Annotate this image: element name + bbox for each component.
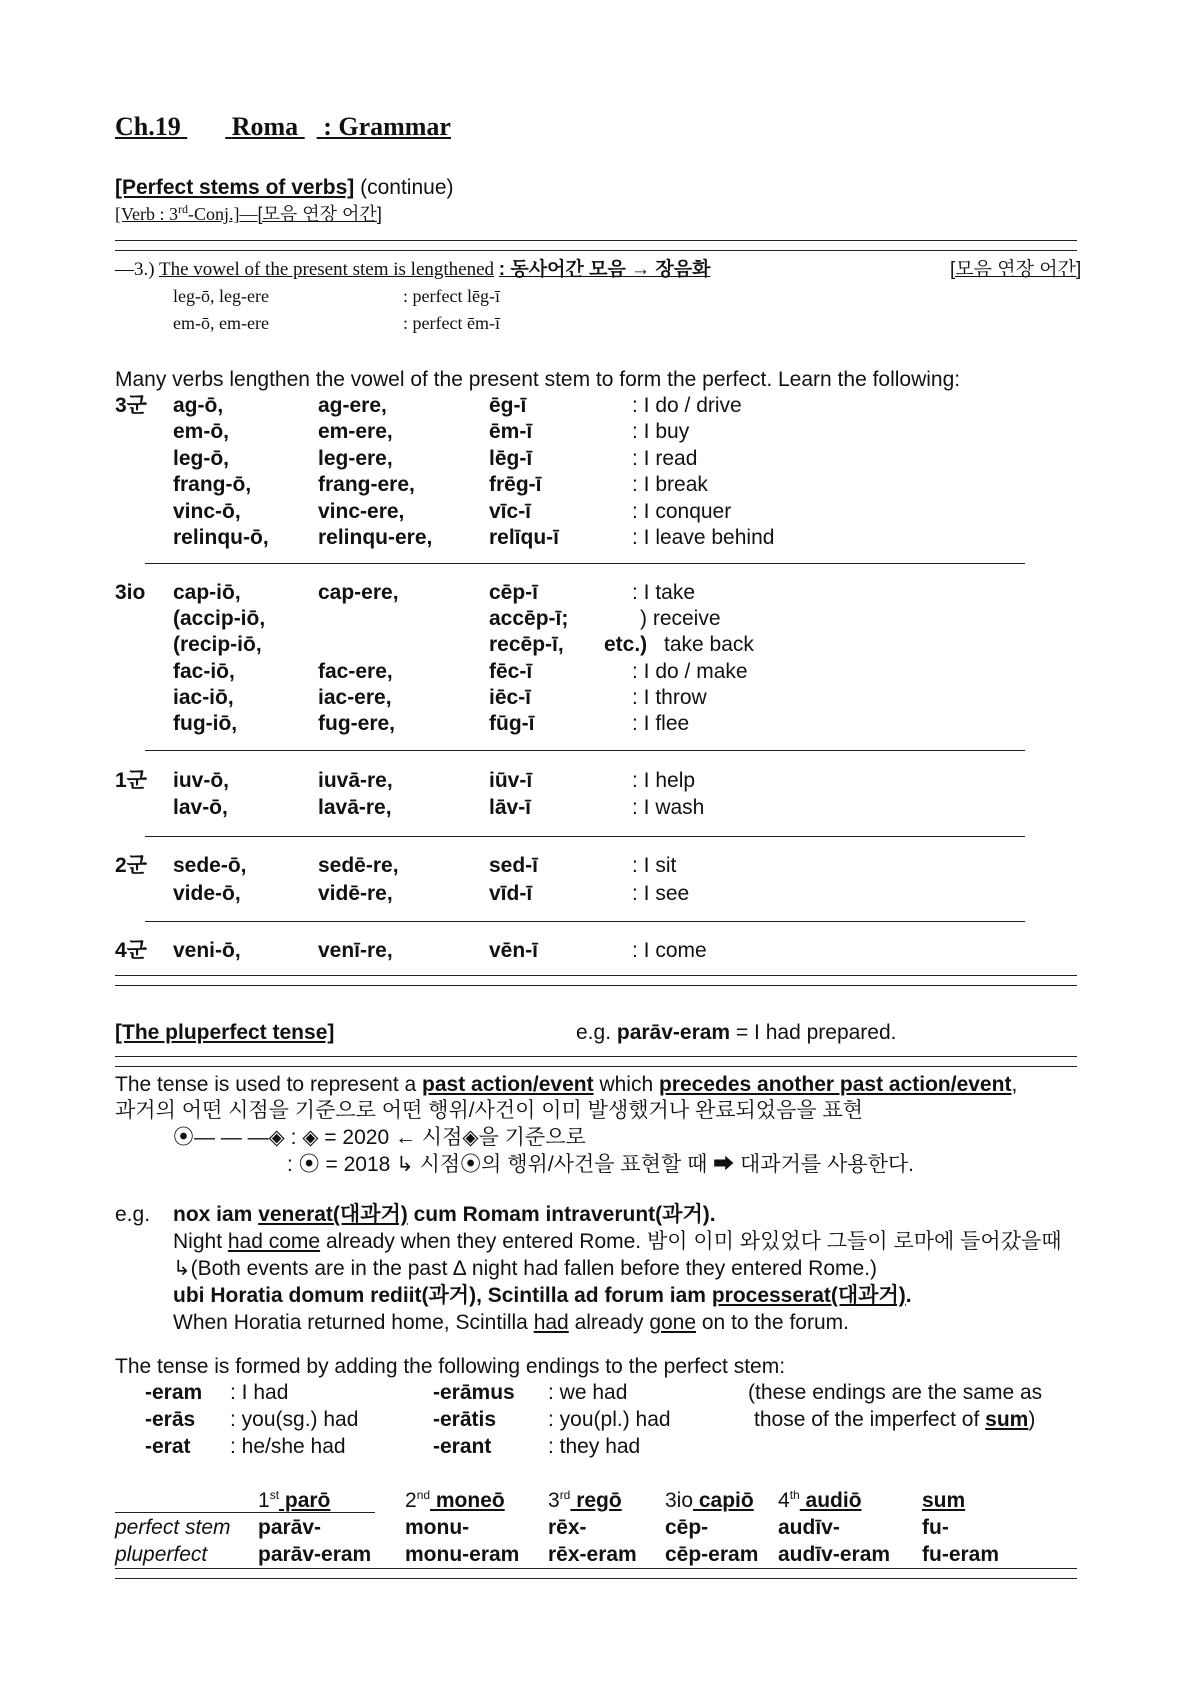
example-part: cum Romam intraverunt(과거). xyxy=(413,1203,716,1226)
rule-3-text: The vowel of the present stem is lengthened xyxy=(159,259,495,280)
table-cell: parāv-eram xyxy=(258,1543,372,1566)
verb-row xyxy=(0,632,1200,658)
table-header-cell: 3rd regō xyxy=(548,1488,622,1512)
verb-infinitive: venī-re, xyxy=(318,939,393,962)
verb-infinitive: vidē-re, xyxy=(318,882,393,905)
verb-present: vide-ō, xyxy=(173,882,241,905)
timeline-line-1: ⦿— — —◈ : ◈ = 2020 ← 시점◈을 기준으로 xyxy=(173,1126,586,1149)
note-part: ) xyxy=(1028,1408,1036,1431)
divider xyxy=(115,1568,1077,1569)
verb-conj-rest: -Conj.] xyxy=(187,204,240,224)
examples-label: e.g. xyxy=(115,1203,151,1226)
title-chapter: Ch.19 xyxy=(115,112,181,141)
page-title xyxy=(115,112,451,142)
verb-row xyxy=(0,881,1200,907)
note-part: sum xyxy=(985,1408,1029,1431)
table-header-cell: 3io capiō xyxy=(665,1489,754,1512)
verb-present: vinc-ō, xyxy=(173,499,241,523)
divider xyxy=(145,750,1025,751)
verb-perfect: relīqu-ī xyxy=(489,526,560,549)
table-header-row xyxy=(0,1488,1200,1514)
verb-row xyxy=(0,580,1200,606)
table-cell: parāv- xyxy=(258,1516,322,1539)
divider xyxy=(145,836,1025,837)
ending-meaning: : you(pl.) had xyxy=(548,1408,671,1431)
divider xyxy=(115,975,1077,976)
verb-infinitive: ag-ere, xyxy=(318,394,387,417)
ending-form: -erant xyxy=(433,1435,492,1458)
rule-3-line xyxy=(115,258,710,282)
verb-present: (recip-iō, xyxy=(173,633,262,657)
verb-meaning: : I sit xyxy=(632,854,677,877)
verb-present: leg-ō, xyxy=(173,446,229,470)
verb-meaning: : I leave behind xyxy=(632,526,775,549)
verb-perfect: ēm-ī xyxy=(489,420,533,444)
verb-row xyxy=(0,938,1200,964)
pluperfect-example-form: parāv-eram xyxy=(616,1021,731,1044)
verb-row xyxy=(0,685,1200,711)
verb-present: iac-iō, xyxy=(173,685,234,709)
verb-perfect: frēg-ī xyxy=(489,473,542,497)
verb-conj-korean: [모음 연장 어간] xyxy=(257,204,382,224)
ending-form: -erāmus xyxy=(433,1381,515,1404)
ending-row xyxy=(0,1434,1200,1460)
table-row-label: perfect stem xyxy=(115,1516,231,1539)
verb-meaning: : I conquer xyxy=(632,499,732,523)
verb-row xyxy=(0,472,1200,498)
rule-3-number: —3.) xyxy=(115,259,155,280)
verb-conj-dash: — xyxy=(239,204,258,224)
ending-meaning: : I had xyxy=(230,1381,289,1404)
verb-perfect: lāv-ī xyxy=(489,796,532,819)
divider xyxy=(115,1056,1077,1057)
verb-row xyxy=(0,419,1200,445)
verb-meaning: : I come xyxy=(632,939,707,962)
table-cell: cēp- xyxy=(665,1516,709,1539)
divider xyxy=(115,240,1077,241)
verb-meaning: : I throw xyxy=(632,685,707,709)
table-header-cell: 4th audiō xyxy=(778,1488,862,1512)
verb-perfect: sed-ī xyxy=(489,854,539,877)
verb-perfect: recēp-ī, xyxy=(489,633,564,657)
example-part: processerat(대과거) xyxy=(711,1284,906,1307)
divider xyxy=(115,1578,1077,1579)
pluperfect-description-ko: 과거의 어떤 시점을 기준으로 어떤 행위/사건이 이미 발생했거나 완료되었음을 표현 xyxy=(115,1099,864,1122)
verb-present: fac-iō, xyxy=(173,659,235,683)
rule-3-example-1-right: : perfect lēg-ī xyxy=(403,286,500,306)
verb-infinitive: iuvā-re, xyxy=(318,769,393,792)
example-1-latin xyxy=(173,1202,716,1228)
endings-note-1: (these endings are the same as xyxy=(748,1381,1043,1404)
table-row-label: pluperfect xyxy=(115,1543,208,1566)
verb-present: lav-ō, xyxy=(173,796,228,819)
example-part: on to the forum. xyxy=(701,1311,849,1334)
desc-part: The tense is used to represent a xyxy=(115,1073,417,1096)
verb-meaning: : I take xyxy=(632,581,696,604)
table-row xyxy=(0,1515,1200,1541)
table-cell: fu-eram xyxy=(922,1543,1000,1566)
verb-present: em-ō, xyxy=(173,420,230,444)
verb-meaning: take back xyxy=(664,633,754,657)
example-part: Night xyxy=(173,1230,223,1253)
perfect-stems-suffix: (continue) xyxy=(360,176,454,199)
table-cell: rēx-eram xyxy=(548,1543,637,1566)
verb-perfect: ēg-ī xyxy=(489,394,527,417)
pluperfect-example-prefix: e.g. xyxy=(576,1021,612,1044)
table-row xyxy=(0,1542,1200,1568)
etc-label: etc.) xyxy=(604,633,648,657)
verb-meaning: : I wash xyxy=(632,796,705,819)
verb-row xyxy=(0,499,1200,525)
verb-infinitive: em-ere, xyxy=(318,420,393,444)
example-2-latin xyxy=(173,1283,912,1309)
verb-present: ag-ō, xyxy=(173,394,224,417)
rule-3-example-2-left: em-ō, em-ere xyxy=(173,313,269,333)
conjugation-group-label: 3군 xyxy=(115,394,147,417)
example-part: had xyxy=(533,1311,569,1334)
desc-part: past action/event xyxy=(422,1073,594,1096)
ending-form: -erātis xyxy=(433,1408,497,1431)
example-part: ubi Horatia domum rediit(과거), Scintilla ad forum iam xyxy=(173,1284,706,1307)
verb-conj-sup: rd xyxy=(177,202,188,216)
example-part: nox iam xyxy=(173,1203,253,1226)
pluperfect-example xyxy=(576,1020,897,1046)
table-cell: cēp-eram xyxy=(665,1543,759,1566)
verb-infinitive: relinqu-ere, xyxy=(318,526,433,549)
perfect-stems-heading xyxy=(115,175,454,201)
note-part: those of the imperfect of xyxy=(754,1408,980,1431)
verb-row xyxy=(0,795,1200,821)
verb-row xyxy=(0,768,1200,794)
intro-text: Many verbs lengthen the vowel of the present stem to form the perfect. Learn the following: xyxy=(115,368,961,391)
example-part: When Horatia returned home, Scintilla xyxy=(173,1311,528,1334)
conjugation-group-label: 1군 xyxy=(115,769,147,792)
pluperfect-example-meaning: = I had prepared. xyxy=(735,1021,897,1044)
verb-row xyxy=(0,446,1200,472)
table-cell: audīv-eram xyxy=(778,1543,891,1566)
verb-present: fug-iō, xyxy=(173,712,238,735)
ending-form: -erās xyxy=(145,1408,196,1431)
title-section: : Grammar xyxy=(323,112,451,141)
verb-present: veni-ō, xyxy=(173,939,241,962)
conjugation-group-label: 4군 xyxy=(115,939,147,962)
verb-meaning: : I buy xyxy=(632,420,690,444)
verb-perfect: vīd-ī xyxy=(489,882,533,905)
verb-row xyxy=(0,659,1200,685)
table-cell: rēx- xyxy=(548,1516,587,1539)
verb-present: frang-ō, xyxy=(173,473,252,497)
verb-row xyxy=(0,606,1200,632)
example-1-note: ↳(Both events are in the past ∆ night had fallen before they entered Rome.) xyxy=(173,1257,878,1280)
endings-note-2 xyxy=(754,1407,1035,1433)
verb-perfect: lēg-ī xyxy=(489,446,533,470)
verb-row xyxy=(0,711,1200,737)
desc-part: which xyxy=(599,1073,654,1096)
verb-infinitive: cap-ere, xyxy=(318,581,399,604)
verb-conj-text: [Verb : 3 xyxy=(115,204,178,224)
verb-perfect: cēp-ī xyxy=(489,581,539,604)
verb-perfect: iēc-ī xyxy=(489,685,532,709)
title-topic: Roma xyxy=(231,112,299,141)
example-part: venerat(대과거) xyxy=(258,1203,408,1226)
perfect-stems-label: [Perfect stems of verbs] xyxy=(115,176,355,199)
ending-form: -eram xyxy=(145,1381,203,1404)
verb-present: (accip-iō, xyxy=(173,607,266,631)
desc-part: , xyxy=(1011,1073,1018,1096)
verb-conj-heading xyxy=(115,203,382,225)
verb-meaning: : I see xyxy=(632,882,690,905)
table-cell: monu- xyxy=(405,1516,470,1539)
verb-meaning: : I read xyxy=(632,446,698,470)
table-header-cell: 2nd moneō xyxy=(405,1488,505,1512)
verb-present: cap-iō, xyxy=(173,581,241,604)
verb-meaning: : I flee xyxy=(632,712,690,735)
rule-3-example-1-left: leg-ō, leg-ere xyxy=(173,286,269,306)
verb-present: iuv-ō, xyxy=(173,769,229,792)
verb-infinitive: vinc-ere, xyxy=(318,499,405,523)
divider xyxy=(145,563,1025,564)
verb-meaning: : I help xyxy=(632,769,696,792)
table-cell: fu- xyxy=(922,1516,949,1539)
divider xyxy=(115,250,1077,251)
verb-row xyxy=(0,525,1200,551)
timeline-line-2: : ⦿ = 2018 ↳ 시점⦿의 행위/사건을 표현할 때 ➡ 대과거를 사용한다. xyxy=(287,1153,914,1176)
verb-row xyxy=(0,393,1200,419)
verb-infinitive: fac-ere, xyxy=(318,659,393,683)
example-part: . xyxy=(905,1284,912,1307)
verb-infinitive: sedē-re, xyxy=(318,854,399,877)
divider xyxy=(115,1512,375,1513)
rule-3-example-2-right: : perfect ēm-ī xyxy=(403,313,500,333)
verb-perfect: vēn-ī xyxy=(489,939,539,962)
example-part: had come xyxy=(227,1230,321,1253)
example-part: already when they entered Rome. 밤이 이미 와있었다 그들이 로마에 들어갔을때 xyxy=(325,1230,1062,1253)
verb-perfect: fēc-ī xyxy=(489,659,533,683)
verb-meaning: : I do / make xyxy=(632,659,748,683)
verb-infinitive: frang-ere, xyxy=(318,473,415,497)
rule-3-korean: : 동사어간 모음 → 장음화 xyxy=(498,259,711,280)
ending-meaning: : you(sg.) had xyxy=(230,1408,359,1431)
example-part: already xyxy=(574,1311,644,1334)
example-part: gone xyxy=(649,1311,697,1334)
verb-present: sede-ō, xyxy=(173,854,247,877)
verb-infinitive: iac-ere, xyxy=(318,685,392,709)
verb-infinitive: fug-ere, xyxy=(318,712,396,735)
rule-3-tag: [모음 연장 어간] xyxy=(950,259,1082,280)
table-cell: monu-eram xyxy=(405,1543,520,1566)
verb-infinitive: leg-ere, xyxy=(318,446,393,470)
verb-perfect: accēp-ī; xyxy=(489,607,569,631)
verb-present: relinqu-ō, xyxy=(173,526,269,549)
verb-meaning: ) receive xyxy=(640,607,721,631)
verb-infinitive: lavā-re, xyxy=(318,796,392,819)
ending-form: -erat xyxy=(145,1435,191,1458)
example-2-translation xyxy=(173,1310,849,1336)
table-cell: audīv- xyxy=(778,1516,840,1539)
divider xyxy=(115,985,1077,986)
verb-perfect: vīc-ī xyxy=(489,499,532,523)
table-header-cell: 1st parō xyxy=(258,1488,331,1512)
pluperfect-description-en xyxy=(115,1072,1017,1098)
divider xyxy=(115,1066,1077,1067)
divider xyxy=(145,921,1025,922)
desc-part: precedes another past action/event xyxy=(658,1073,1012,1096)
formation-text: The tense is formed by adding the following endings to the perfect stem: xyxy=(115,1355,786,1378)
verb-row xyxy=(0,853,1200,879)
verb-perfect: iūv-ī xyxy=(489,769,533,792)
verb-perfect: fūg-ī xyxy=(489,712,535,735)
conjugation-group-label: 3io xyxy=(115,581,146,604)
pluperfect-heading: [The pluperfect tense] xyxy=(115,1021,335,1044)
ending-meaning: : we had xyxy=(548,1381,628,1404)
verb-meaning: : I break xyxy=(632,473,708,497)
ending-meaning: : they had xyxy=(548,1435,641,1458)
example-1-translation xyxy=(173,1229,1062,1255)
ending-meaning: : he/she had xyxy=(230,1435,346,1458)
verb-meaning: : I do / drive xyxy=(632,394,742,417)
table-header-cell: sum xyxy=(922,1489,966,1512)
conjugation-group-label: 2군 xyxy=(115,854,147,877)
